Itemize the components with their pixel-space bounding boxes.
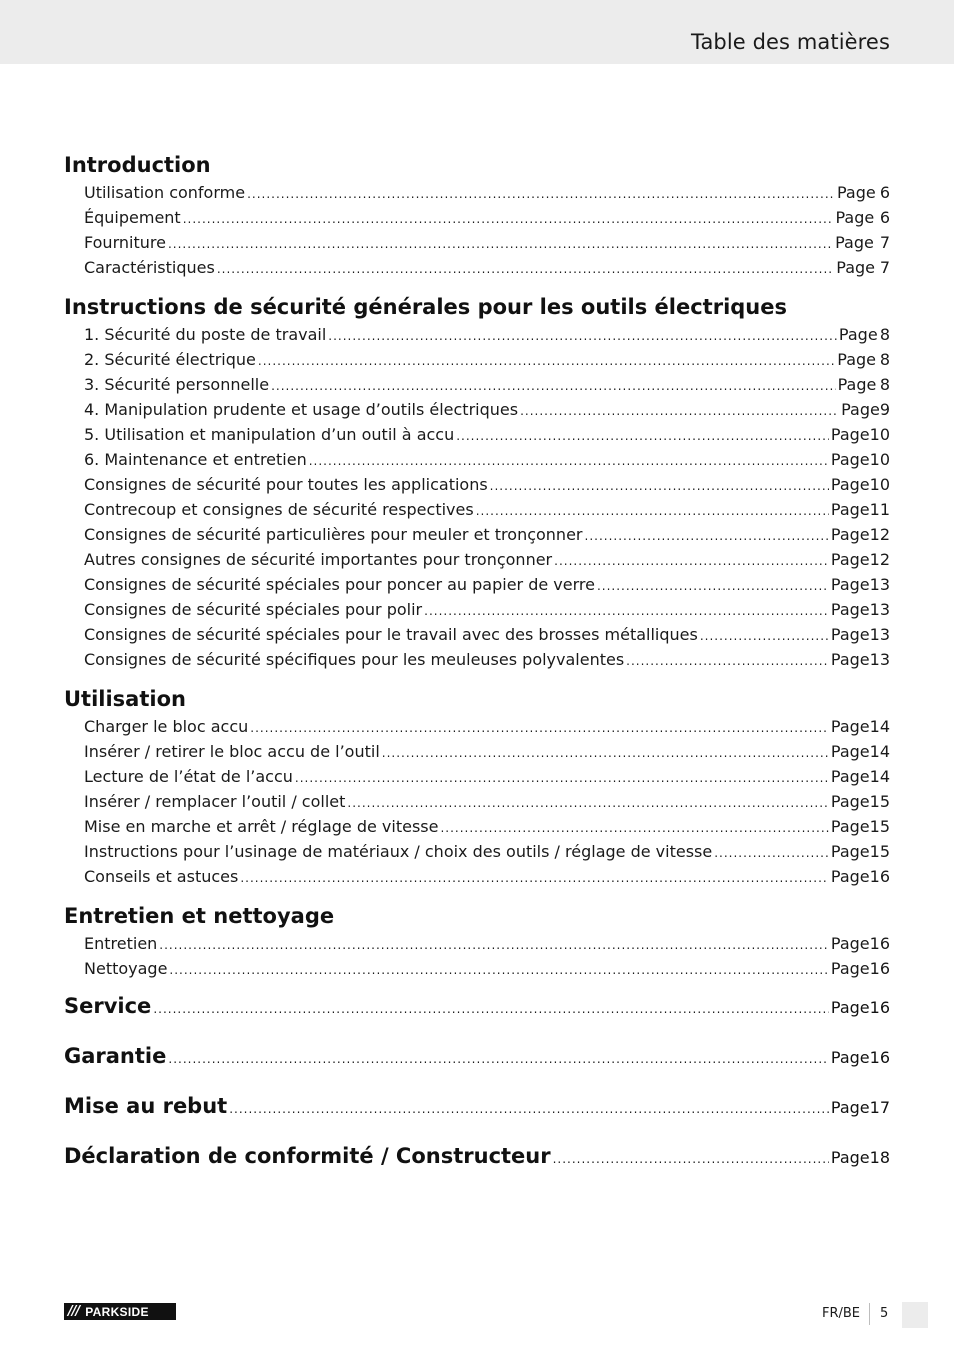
dot-leader	[309, 449, 829, 474]
page-number: 6	[879, 183, 890, 202]
toc-entry[interactable]	[64, 572, 890, 597]
dot-leader	[328, 324, 837, 349]
toc-entry[interactable]	[64, 956, 890, 981]
logo-stripes-icon: ///	[68, 1304, 80, 1319]
dot-leader	[382, 741, 829, 766]
heading-label: Mise au rebut	[64, 1094, 228, 1118]
page-word: Page	[830, 792, 870, 811]
page-number: 7	[879, 258, 890, 277]
dot-leader	[217, 257, 834, 282]
page-number: 16	[869, 959, 890, 978]
page-word: Page	[830, 1098, 870, 1117]
footer-tab-marker	[902, 1302, 928, 1328]
dot-leader	[626, 649, 829, 674]
dot-leader	[456, 424, 829, 449]
page-number: 15	[869, 817, 890, 836]
entry-label: Consignes de sécurité pour toutes les applications	[84, 475, 488, 494]
entry-label: Consignes de sécurité spéciales pour poncer au papier de verre	[84, 575, 595, 594]
dot-leader	[153, 984, 829, 1034]
entry-label: Équipement	[84, 208, 181, 227]
footer-language: FR/BE	[822, 1306, 861, 1321]
entry-label: Consignes de sécurité spéciales pour polir	[84, 600, 423, 619]
page-word: Page	[837, 375, 877, 394]
entry-label: Caractéristiques	[84, 258, 215, 277]
page-word: Page	[830, 742, 870, 761]
logo-text: PARKSIDE	[85, 1304, 149, 1319]
toc-entry[interactable]	[64, 255, 890, 280]
footer-page-number: 5	[880, 1306, 889, 1321]
page-number: 13	[869, 575, 890, 594]
page-word: Page	[830, 650, 870, 669]
page-number: 16	[869, 934, 890, 953]
page-number: 12	[869, 525, 890, 544]
entry-label: Insérer / retirer le bloc accu de l’outil	[84, 742, 380, 761]
dot-leader	[476, 499, 829, 524]
page-number: 16	[869, 1048, 890, 1067]
entry-label: 5. Utilisation et manipulation d’un outil à accu	[84, 425, 455, 444]
page-number: 14	[869, 767, 890, 786]
page-word: Page	[830, 550, 870, 569]
page-word: Page	[830, 450, 870, 469]
toc-section-introduction	[64, 150, 890, 280]
toc-entry[interactable]	[64, 422, 890, 447]
dot-leader	[168, 232, 833, 257]
toc-entry[interactable]	[64, 522, 890, 547]
entry-label: Instructions pour l’usinage de matériaux / choix des outils / réglage de vitesse	[84, 842, 713, 861]
dot-leader	[229, 1084, 829, 1134]
page-number: 10	[869, 475, 890, 494]
toc-heading-service[interactable]	[64, 981, 890, 1031]
page-number: 10	[869, 450, 890, 469]
dot-leader	[168, 1034, 829, 1084]
dot-leader	[169, 958, 828, 983]
toc-heading-mise-au-rebut[interactable]	[64, 1081, 890, 1131]
entry-label: Consignes de sécurité particulières pour meuler et tronçonner	[84, 525, 583, 544]
page-number: 8	[879, 375, 890, 394]
page-number: 13	[869, 600, 890, 619]
page-number: 14	[869, 717, 890, 736]
heading-label: Déclaration de conformité / Constructeur	[64, 1144, 551, 1168]
entry-label: Fourniture	[84, 233, 166, 252]
dot-leader	[258, 349, 835, 374]
dot-leader	[714, 841, 829, 866]
toc-entry[interactable]	[64, 597, 890, 622]
page-number: 13	[869, 650, 890, 669]
page-word: Page	[830, 817, 870, 836]
entry-label: Utilisation conforme	[84, 183, 246, 202]
entry-label: Contrecoup et consignes de sécurité respectives	[84, 500, 474, 519]
section-title: Instructions de sécurité générales pour les outils électriques	[64, 295, 788, 319]
page-word: Page	[841, 400, 880, 419]
parkside-logo	[64, 1303, 176, 1320]
page-word: Page	[836, 258, 876, 277]
dot-leader	[553, 1134, 829, 1184]
page-number: 6	[879, 208, 890, 227]
dot-leader	[700, 624, 829, 649]
entry-label: Nettoyage	[84, 959, 168, 978]
page-word: Page	[830, 1148, 870, 1167]
page-word: Page	[838, 325, 878, 344]
page-word: Page	[830, 500, 870, 519]
toc-entry[interactable]	[64, 230, 890, 255]
page-number: 16	[869, 998, 890, 1017]
toc-entry[interactable]	[64, 739, 890, 764]
page-number: 16	[869, 867, 890, 886]
dot-leader	[424, 599, 829, 624]
page-word: Page	[830, 1048, 870, 1067]
page-word: Page	[830, 600, 870, 619]
page-word: Page	[830, 959, 870, 978]
toc-entry[interactable]	[64, 647, 890, 672]
toc-entry[interactable]	[64, 931, 890, 956]
dot-leader	[250, 716, 829, 741]
dot-leader	[347, 791, 829, 816]
page-number: 15	[869, 842, 890, 861]
dot-leader	[240, 866, 829, 891]
toc-entry[interactable]	[64, 372, 890, 397]
dot-leader	[183, 207, 834, 232]
toc-section-safety	[64, 292, 890, 672]
entry-label: Charger le bloc accu	[84, 717, 249, 736]
entry-label: 4. Manipulation prudente et usage d’outils électriques	[84, 400, 519, 419]
toc-entry[interactable]	[64, 864, 890, 889]
heading-label: Service	[64, 994, 152, 1018]
dot-leader	[440, 816, 828, 841]
page-number: 18	[869, 1148, 890, 1167]
heading-label: Garantie	[64, 1044, 167, 1068]
toc-entry[interactable]	[64, 205, 890, 230]
toc-entry[interactable]	[64, 497, 890, 522]
dot-leader	[295, 766, 829, 791]
page-word: Page	[830, 525, 870, 544]
entry-label: Entretien	[84, 934, 158, 953]
page-number: 14	[869, 742, 890, 761]
entry-label: Conseils et astuces	[84, 867, 239, 886]
dot-leader	[520, 399, 839, 424]
page-number: 8	[879, 350, 890, 369]
toc-entry[interactable]	[64, 622, 890, 647]
toc-entry[interactable]	[64, 839, 890, 864]
page-number: 12	[869, 550, 890, 569]
page-word: Page	[835, 233, 874, 252]
toc-entry[interactable]	[64, 789, 890, 814]
dot-leader	[159, 933, 829, 958]
toc-heading-garantie[interactable]	[64, 1031, 890, 1081]
dot-leader	[247, 182, 835, 207]
page-word: Page	[830, 425, 870, 444]
toc-entry[interactable]	[64, 180, 890, 205]
page-word: Page	[830, 998, 870, 1017]
page-number: 8	[879, 325, 890, 344]
page-word: Page	[830, 625, 870, 644]
page-word: Page	[837, 350, 876, 369]
table-of-contents	[64, 150, 890, 1181]
section-title: Introduction	[64, 153, 211, 177]
page-word: Page	[830, 717, 870, 736]
toc-entry[interactable]	[64, 472, 890, 497]
page-word: Page	[835, 208, 875, 227]
entry-label: Insérer / remplacer l’outil / collet	[84, 792, 346, 811]
page-number: 9	[879, 400, 890, 419]
entry-label: 2. Sécurité électrique	[84, 350, 256, 369]
entry-label: Autres consignes de sécurité importantes pour tronçonner	[84, 550, 553, 569]
entry-label: 1. Sécurité du poste de travail	[84, 325, 327, 344]
page-title: Table des matières	[691, 30, 890, 54]
dot-leader	[554, 549, 829, 574]
toc-entry[interactable]	[64, 714, 890, 739]
entry-label: 3. Sécurité personnelle	[84, 375, 270, 394]
toc-entry[interactable]	[64, 347, 890, 372]
page-number: 15	[869, 792, 890, 811]
entry-label: Mise en marche et arrêt / réglage de vitesse	[84, 817, 439, 836]
toc-section-entretien	[64, 901, 890, 981]
page-word: Page	[830, 842, 870, 861]
dot-leader	[597, 574, 829, 599]
page-word: Page	[830, 934, 870, 953]
section-title: Utilisation	[64, 687, 186, 711]
page-number: 10	[869, 425, 890, 444]
page-word: Page	[830, 575, 870, 594]
entry-label: Lecture de l’état de l’accu	[84, 767, 293, 786]
footer-divider	[869, 1303, 870, 1325]
page-word: Page	[830, 867, 870, 886]
entry-label: 6. Maintenance et entretien	[84, 450, 307, 469]
toc-heading-declaration[interactable]	[64, 1131, 890, 1181]
page-number: 17	[869, 1098, 890, 1117]
dot-leader	[585, 524, 829, 549]
page-word: Page	[830, 475, 870, 494]
dot-leader	[271, 374, 836, 399]
page-number: 11	[869, 500, 890, 519]
dot-leader	[490, 474, 829, 499]
toc-section-utilisation	[64, 684, 890, 889]
page-number: 7	[879, 233, 890, 252]
toc-entry[interactable]	[64, 397, 890, 422]
entry-label: Consignes de sécurité spécifiques pour les meuleuses polyvalentes	[84, 650, 625, 669]
toc-entry[interactable]	[64, 814, 890, 839]
toc-entry[interactable]	[64, 322, 890, 347]
page-word: Page	[830, 767, 870, 786]
toc-entry[interactable]	[64, 447, 890, 472]
header-band	[0, 0, 954, 64]
toc-entry[interactable]	[64, 547, 890, 572]
page-word: Page	[837, 183, 876, 202]
page-number: 13	[869, 625, 890, 644]
section-title: Entretien et nettoyage	[64, 904, 335, 928]
entry-label: Consignes de sécurité spéciales pour le travail avec des brosses métalliques	[84, 625, 698, 644]
toc-entry[interactable]	[64, 764, 890, 789]
